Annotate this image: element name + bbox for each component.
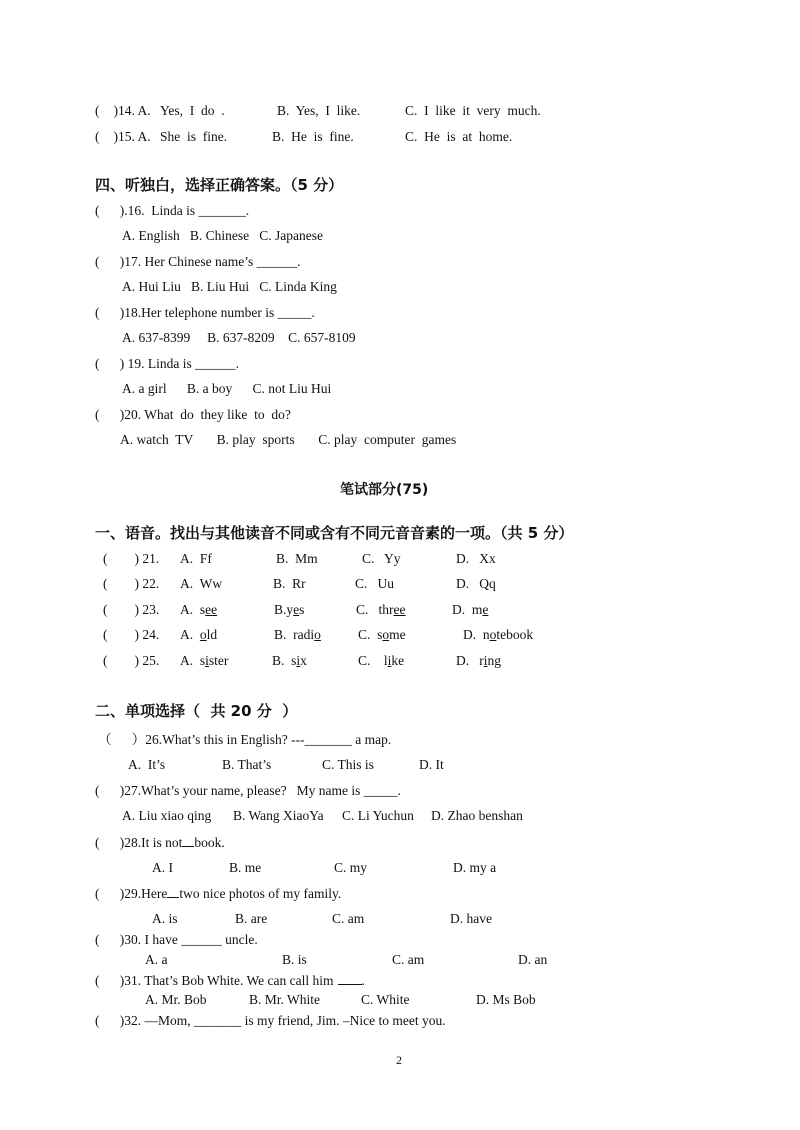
q21-option-a: A. Ff — [180, 551, 212, 566]
q27-option-a: A. Liu xiao qing — [122, 808, 212, 823]
q25-number: ( ) 25. — [103, 653, 160, 668]
q27-option-b: B. Wang XiaoYa — [233, 808, 324, 823]
q17-question: ( )17. Her Chinese name’s ______. — [95, 254, 301, 269]
q29-question: ( )29.Here two nice photos of my family. — [95, 886, 342, 901]
q28-question: ( )28.It is not book. — [95, 835, 225, 850]
q30-option-d: D. an — [518, 952, 548, 967]
q20-options: A. watch TV B. play sports C. play computer games — [120, 432, 457, 447]
q25-option-c: C. like — [358, 653, 405, 668]
q21-option-b: B. Mm — [276, 551, 318, 566]
choice-title: 二、单项选择（ 共 20 分 ） — [95, 702, 298, 720]
q28-option-a: A. I — [152, 860, 173, 875]
q24-option-c: C. some — [358, 627, 406, 642]
q22-option-b: B. Rr — [273, 576, 306, 591]
q21-option-c: C. Yy — [362, 551, 401, 566]
q16-question: ( ).16. Linda is _______. — [95, 203, 250, 218]
q21-option-d: D. Xx — [456, 551, 496, 566]
q14-option-c: C. I like it very much. — [405, 103, 541, 118]
q28-option-b: B. me — [229, 860, 262, 875]
q29-option-c: C. am — [332, 911, 365, 926]
q15-number: ( )15. A. — [95, 129, 151, 144]
q15-option-a: She is fine. — [160, 129, 228, 144]
q30-option-a: A. a — [145, 952, 168, 967]
q29-option-b: B. are — [235, 911, 268, 926]
q23-option-b: B.yes — [274, 602, 305, 617]
written-part-title: 笔试部分(75) — [340, 482, 429, 498]
q22-option-a: A. Ww — [180, 576, 223, 591]
q30-option-c: C. am — [392, 952, 425, 967]
q23-number: ( ) 23. — [103, 602, 160, 617]
q29-option-a: A. is — [152, 911, 178, 926]
q15-option-b: B. He is fine. — [272, 129, 354, 144]
q17-options: A. Hui Liu B. Liu Hui C. Linda King — [122, 279, 337, 294]
q31-question: ( )31. That’s Bob White. We can call him . — [95, 973, 365, 988]
q23-option-c: C. three — [356, 602, 406, 617]
q19-options: A. a girl B. a boy C. not Liu Hui — [122, 381, 332, 396]
q26-option-c: C. This is — [322, 757, 374, 772]
q24-number: ( ) 24. — [103, 627, 160, 642]
q16-options: A. English B. Chinese C. Japanese — [122, 228, 323, 243]
q25-option-b: B. six — [272, 653, 307, 668]
q14-option-a: Yes, I do . — [160, 103, 225, 118]
q20-question: ( )20. What do they like to do? — [95, 407, 291, 422]
q19-question: ( ) 19. Linda is ______. — [95, 356, 239, 371]
q29-option-d: D. have — [450, 911, 492, 926]
q31-option-c: C. White — [361, 992, 410, 1007]
q26-option-a: A. It’s — [128, 757, 166, 772]
q26-question: （ ）26.What’s this in English? ---_______ a map. — [98, 732, 392, 747]
q22-number: ( ) 22. — [103, 576, 160, 591]
q18-question: ( )18.Her telephone number is _____. — [95, 305, 315, 320]
q26-option-d: D. It — [419, 757, 444, 772]
q30-option-b: B. is — [282, 952, 307, 967]
q30-question: ( )30. I have ______ uncle. — [95, 932, 258, 947]
q22-option-d: D. Qq — [456, 576, 496, 591]
phonetics-title: 一、语音。找出与其他读音不同或含有不同元音音素的一项。（共 5 分） — [95, 524, 574, 542]
q23-option-a: A. see — [180, 602, 218, 617]
q25-option-a: A. sister — [180, 653, 229, 668]
q28-option-d: D. my a — [453, 860, 497, 875]
part4-title: 四、听独白，选择正确答案。（5 分） — [95, 176, 344, 194]
q21-number: ( ) 21. — [103, 551, 160, 566]
q14-option-b: B. Yes, I like. — [277, 103, 361, 118]
q31-option-b: B. Mr. White — [249, 992, 321, 1007]
q14-number: ( )14. A. — [95, 103, 151, 118]
q24-option-d: D. notebook — [463, 627, 534, 642]
q25-option-d: D. ring — [456, 653, 502, 668]
q26-option-b: B. That’s — [222, 757, 272, 772]
q18-options: A. 637-8399 B. 637-8209 C. 657-8109 — [122, 330, 356, 345]
page-number: 2 — [396, 1053, 402, 1067]
q22-option-c: C. Uu — [355, 576, 395, 591]
q32-question: ( )32. —Mom, _______ is my friend, Jim. –Nice to meet you. — [95, 1013, 446, 1028]
q24-option-b: B. radio — [274, 627, 321, 642]
q27-option-d: D. Zhao benshan — [431, 808, 523, 823]
q24-option-a: A. old — [180, 627, 218, 642]
q27-option-c: C. Li Yuchun — [342, 808, 414, 823]
q31-option-d: D. Ms Bob — [476, 992, 536, 1007]
q31-option-a: A. Mr. Bob — [145, 992, 207, 1007]
q15-option-c: C. He is at home. — [405, 129, 513, 144]
q27-question: ( )27.What’s your name, please? My name is _____. — [95, 783, 401, 798]
q28-option-c: C. my — [334, 860, 368, 875]
q23-option-d: D. me — [452, 602, 489, 617]
